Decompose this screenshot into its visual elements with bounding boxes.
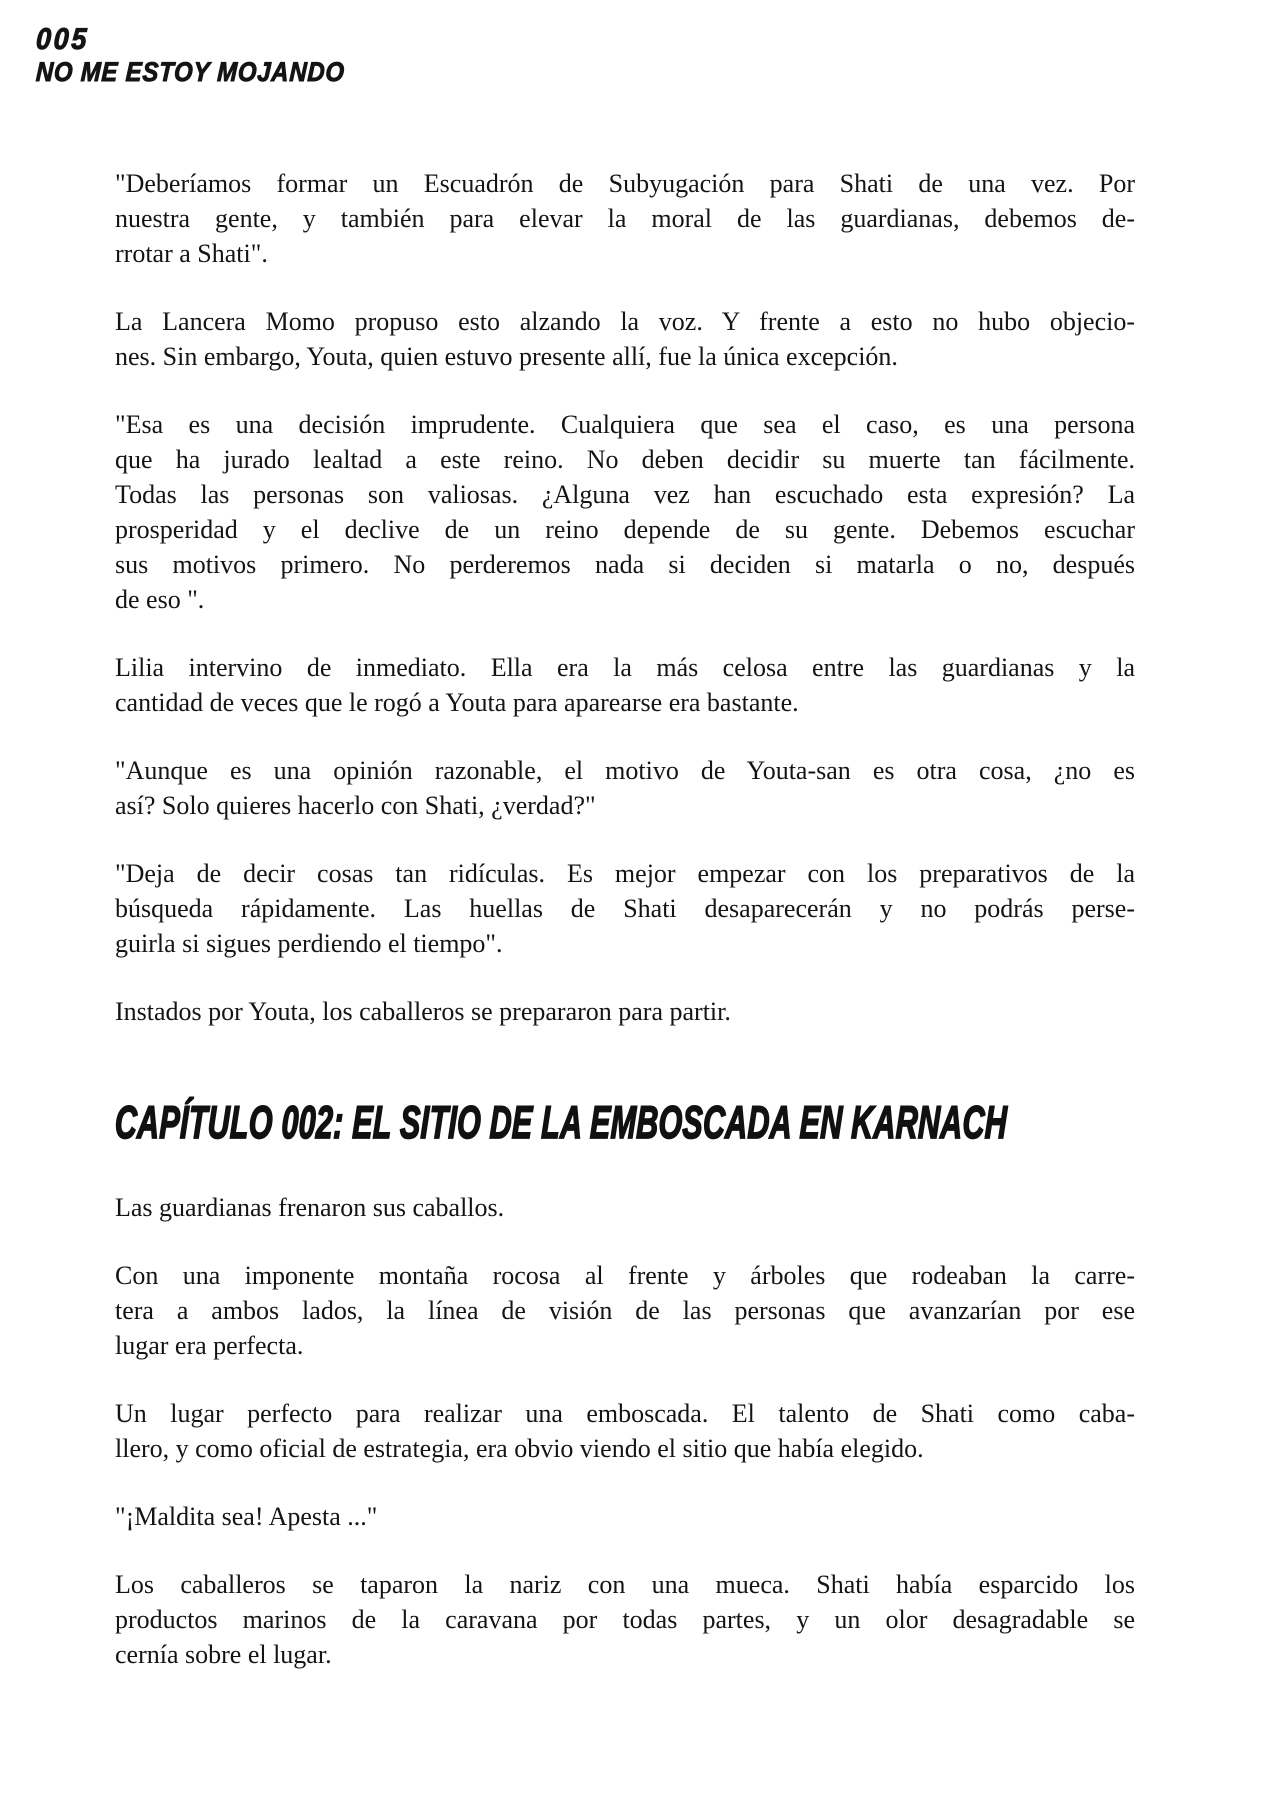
page-body [0, 88, 1280, 1672]
paragraph [115, 1258, 1135, 1363]
text-line: "Aunque es una opinión razonable, el motivo de Youta-san es otra cosa, ¿no es [115, 756, 1135, 785]
text-line: de eso ". [115, 585, 205, 614]
book-title: NO ME ESTOY MOJANDO [35, 57, 346, 87]
paragraph [115, 994, 1135, 1029]
text-line: Los caballeros se taparon la nariz con una mueca. Shati había esparcido los [115, 1570, 1135, 1599]
paragraph [115, 304, 1135, 374]
text-line: nes. Sin embargo, Youta, quien estuvo presente allí, fue la única excepción. [115, 342, 898, 371]
paragraph [115, 650, 1135, 720]
text-line: así? Solo quieres hacerlo con Shati, ¿verdad?" [115, 791, 596, 820]
paragraph [115, 407, 1135, 617]
text-line: guirla si sigues perdiendo el tiempo". [115, 929, 503, 958]
page-header [0, 0, 1280, 88]
paragraph [115, 1396, 1135, 1466]
text-line: Instados por Youta, los caballeros se prepararon para partir. [115, 997, 731, 1026]
text-line: tera a ambos lados, la línea de visión de las personas que avanzarían por ese [115, 1296, 1135, 1325]
text-line: "Deberíamos formar un Escuadrón de Subyugación para Shati de una vez. Por [115, 169, 1135, 198]
text-line: Un lugar perfecto para realizar una emboscada. El talento de Shati como caba- [115, 1399, 1135, 1428]
paragraph [115, 1499, 1135, 1534]
text-line: La Lancera Momo propuso esto alzando la voz. Y frente a esto no hubo objecio- [115, 307, 1135, 336]
text-line: productos marinos de la caravana por todas partes, y un olor desagradable se [115, 1605, 1135, 1634]
text-line: llero, y como oficial de estrategia, era obvio viendo el sitio que había elegido. [115, 1434, 924, 1463]
text-line: "Esa es una decisión imprudente. Cualquiera que sea el caso, es una persona [115, 410, 1135, 439]
chapter-heading: CAPÍTULO 002: EL SITIO DE LA EMBOSCADA EN KARNACH [114, 1096, 1008, 1148]
paragraph [115, 166, 1135, 271]
paragraph [115, 1190, 1135, 1225]
paragraph [115, 753, 1135, 823]
text-line: prosperidad y el declive de un reino depende de su gente. Debemos escuchar [115, 515, 1135, 544]
text-line: Con una imponente montaña rocosa al frente y árboles que rodeaban la carre- [115, 1261, 1135, 1290]
text-line: nuestra gente, y también para elevar la moral de las guardianas, debemos de- [115, 204, 1135, 233]
text-line: "Deja de decir cosas tan ridículas. Es mejor empezar con los preparativos de la [115, 859, 1135, 888]
paragraph [115, 856, 1135, 961]
page-number: 005 [35, 23, 90, 56]
text-line: sus motivos primero. No perderemos nada si deciden si matarla o no, después [115, 550, 1135, 579]
text-line: cantidad de veces que le rogó a Youta para aparearse era bastante. [115, 688, 799, 717]
text-line: cernía sobre el lugar. [115, 1640, 332, 1669]
text-line: Todas las personas son valiosas. ¿Alguna vez han escuchado esta expresión? La [115, 480, 1135, 509]
text-line: "¡Maldita sea! Apesta ..." [115, 1502, 378, 1531]
text-line: búsqueda rápidamente. Las huellas de Shati desaparecerán y no podrás perse- [115, 894, 1135, 923]
text-line: Lilia intervino de inmediato. Ella era la más celosa entre las guardianas y la [115, 653, 1135, 682]
text-line: rrotar a Shati". [115, 239, 268, 268]
text-line: que ha jurado lealtad a este reino. No deben decidir su muerte tan fácilmente. [115, 445, 1135, 474]
text-line: Las guardianas frenaron sus caballos. [115, 1193, 505, 1222]
text-line: lugar era perfecta. [115, 1331, 304, 1360]
paragraph [115, 1567, 1135, 1672]
